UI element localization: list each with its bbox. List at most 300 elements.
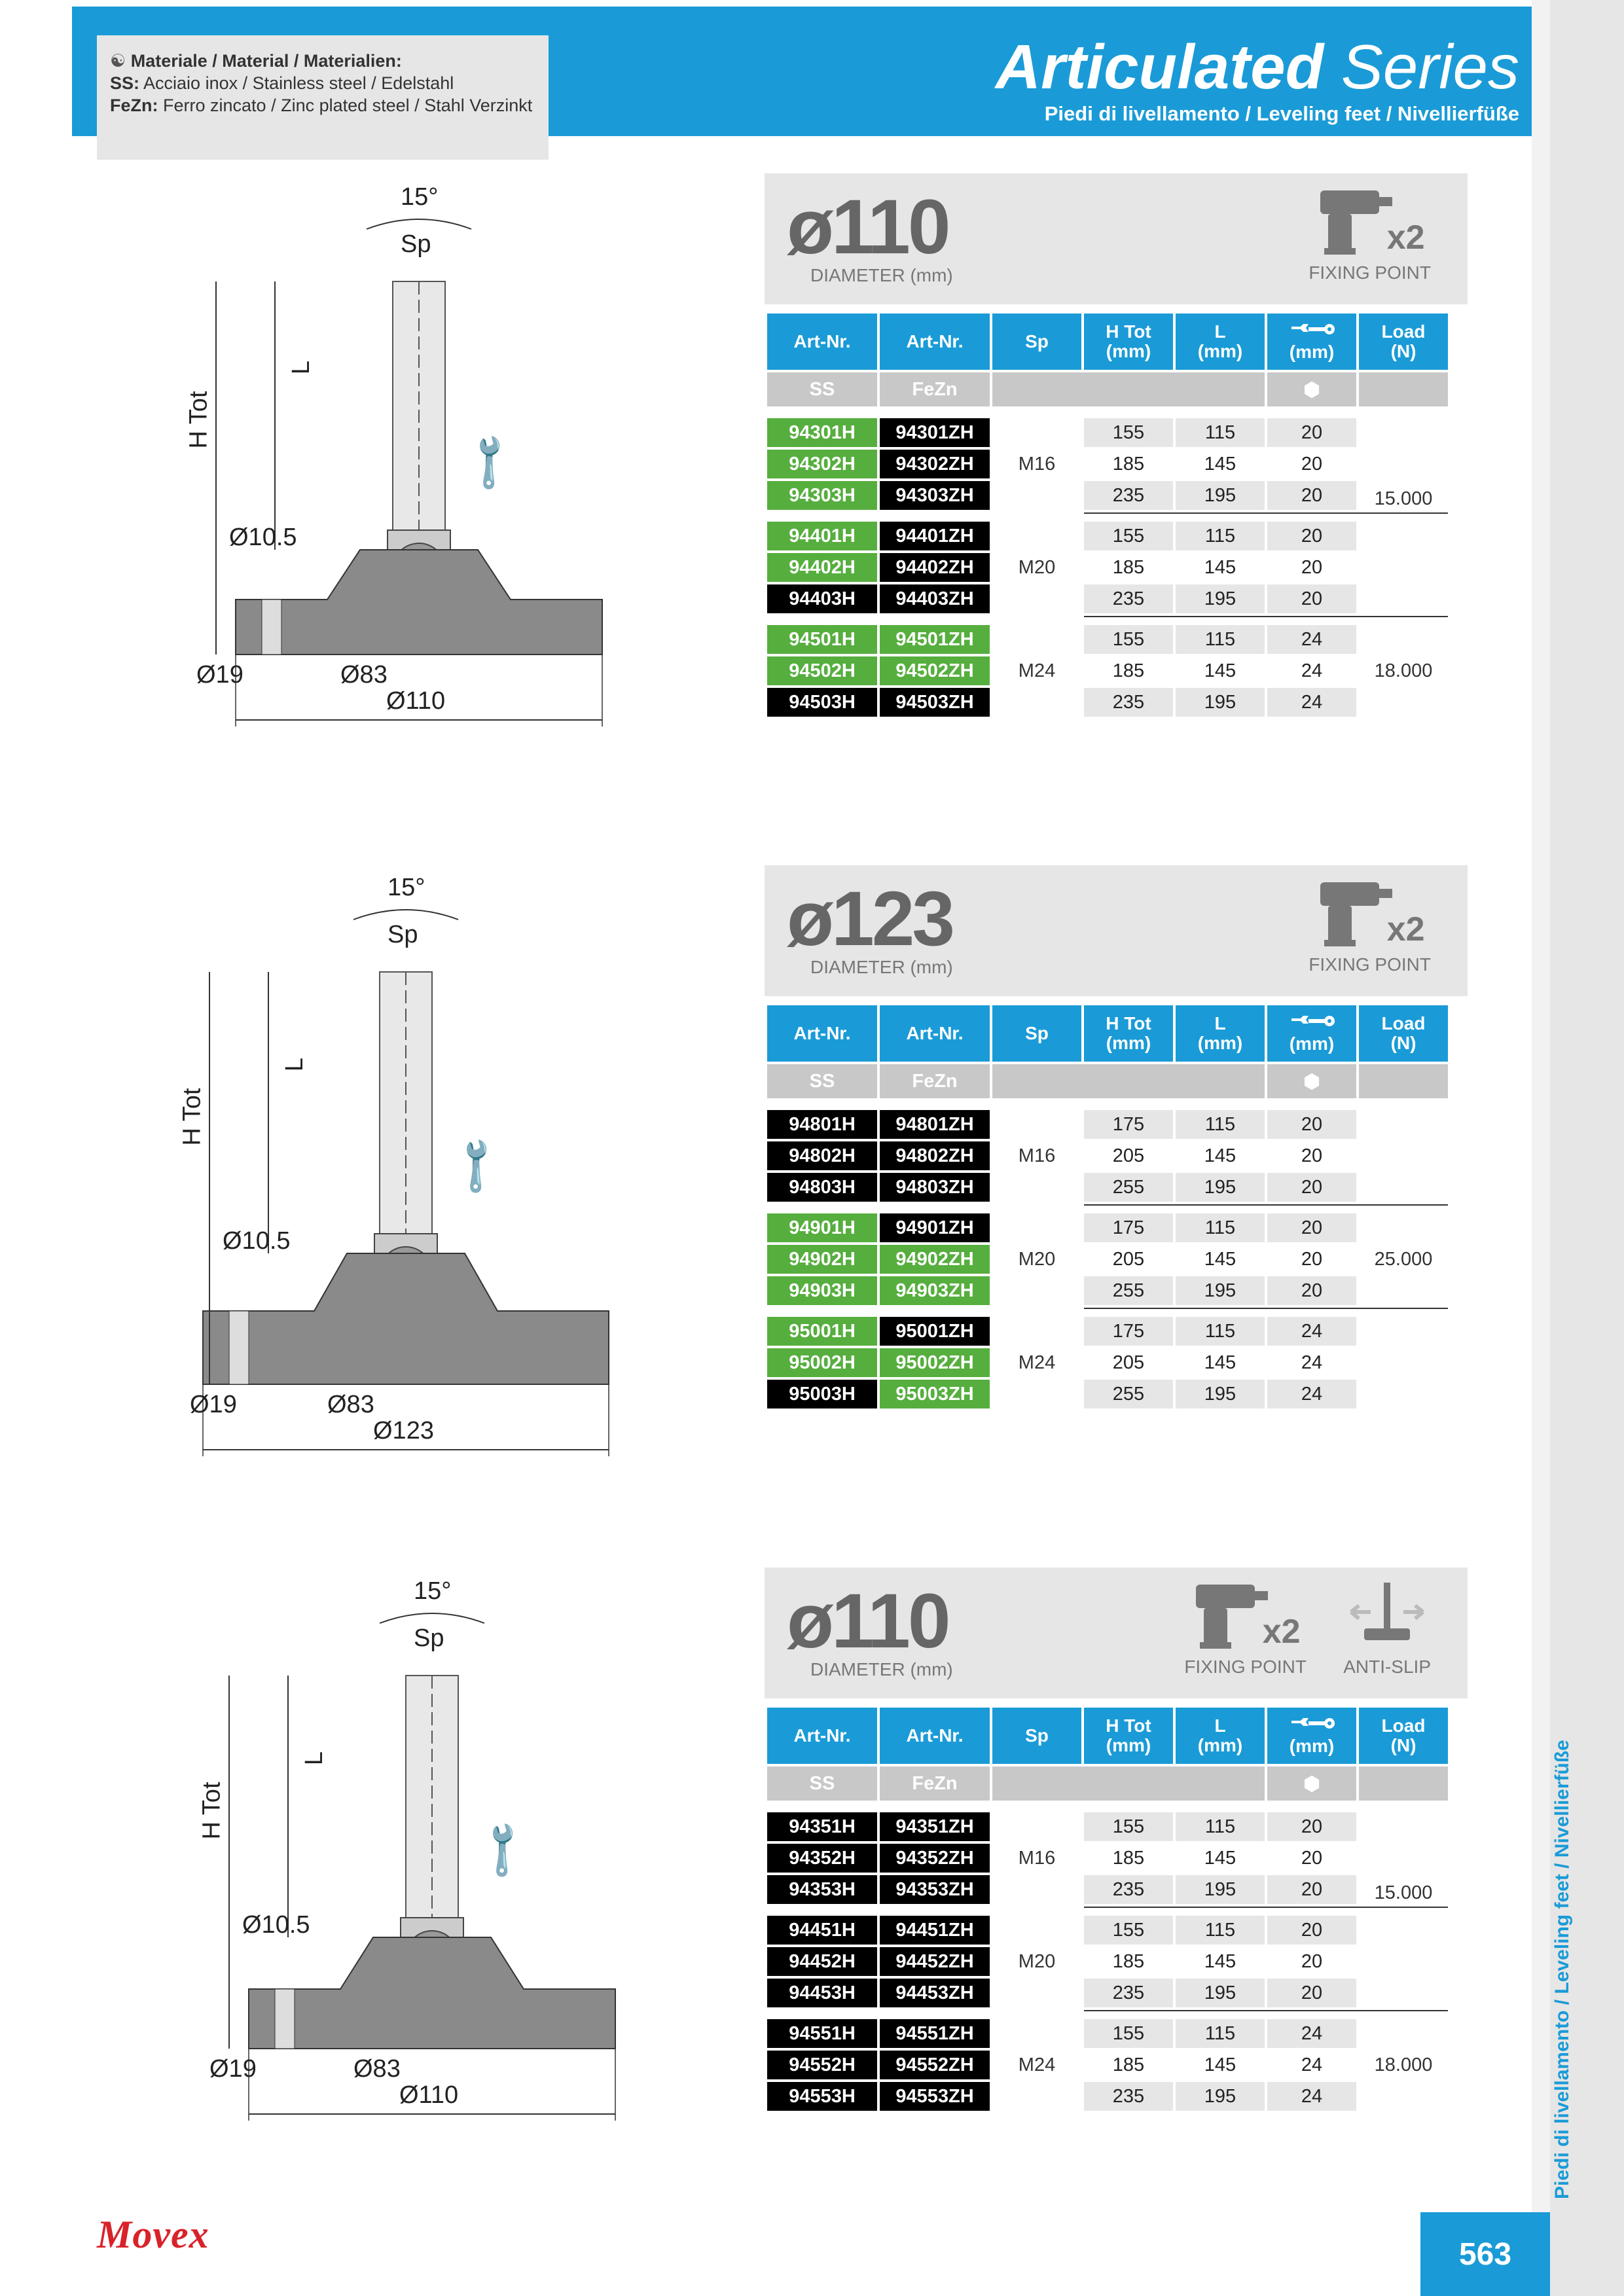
- l-value: 115: [1176, 1213, 1265, 1242]
- thread-size: M16: [1018, 1145, 1056, 1166]
- art-fezn: 94453ZH: [880, 1979, 990, 2007]
- angle-label: 15°: [401, 183, 439, 211]
- art-ss: 94503H: [767, 688, 877, 717]
- technical-drawing-1: [157, 183, 628, 772]
- art-ss: 94451H: [767, 1916, 877, 1945]
- art-ss: 94402H: [767, 553, 877, 582]
- art-fezn: 94352ZH: [880, 1844, 990, 1873]
- htot-value: 155: [1084, 2019, 1173, 2048]
- art-fezn: 95001ZH: [880, 1317, 990, 1346]
- table-row: [767, 1245, 1448, 1274]
- art-ss: 94401H: [767, 522, 877, 550]
- ss-text: Acciaio inox / Stainless steel / Edelstahl: [143, 73, 454, 93]
- table-row: [767, 1110, 1448, 1139]
- table-header-row: [767, 1005, 1448, 1062]
- table-row: [767, 2082, 1448, 2111]
- load-value: [1359, 1317, 1448, 1408]
- feature-fixing-point: [1308, 877, 1431, 975]
- group-separator: [767, 616, 1448, 622]
- table-row: [767, 553, 1448, 582]
- header-l: [1176, 1708, 1265, 1764]
- section-header: [765, 1568, 1468, 1698]
- base-diameter-label: Ø110: [399, 2081, 459, 2109]
- l-value: 145: [1176, 1245, 1265, 1274]
- l-value: 115: [1176, 418, 1265, 447]
- htot-value: 185: [1084, 2051, 1173, 2079]
- separator-gap: [767, 616, 1081, 622]
- header-wrench-unit: (mm): [1289, 342, 1335, 362]
- l-value: 145: [1176, 1141, 1265, 1170]
- l-value: 195: [1176, 1276, 1265, 1305]
- l-value: 195: [1176, 1875, 1265, 1904]
- table-row: [767, 481, 1448, 510]
- htot-label: H Tot: [178, 1088, 206, 1146]
- material-ss-line: [110, 72, 535, 94]
- art-ss: 94351H: [767, 1812, 877, 1841]
- htot-value: 155: [1084, 625, 1173, 654]
- header-art-fezn: Art-Nr.: [880, 1005, 990, 1062]
- spacer-row: [767, 409, 1448, 416]
- load-value: 25.000: [1374, 1248, 1433, 1270]
- feature-fixing-point: [1184, 1579, 1307, 1677]
- feature-label: FIXING POINT: [1184, 1657, 1307, 1677]
- htot-value: 175: [1084, 1317, 1173, 1346]
- art-fezn: 94303ZH: [880, 481, 990, 510]
- table-row: [767, 1875, 1448, 1904]
- subheader-hex: [1267, 372, 1356, 406]
- material-fezn-line: [110, 94, 535, 117]
- htot-label: H Tot: [198, 1782, 226, 1840]
- table-row: [767, 1276, 1448, 1305]
- header-l-label: L: [1214, 1013, 1226, 1033]
- counterbore-label: Ø19: [190, 1391, 237, 1418]
- art-fezn: 94353ZH: [880, 1875, 990, 1904]
- fezn-text: Ferro zincato / Zinc plated steel / Stahl Verzinkt: [163, 96, 533, 115]
- wrench-value: 24: [1267, 625, 1356, 654]
- wrench-icon: [1267, 1715, 1356, 1736]
- htot-value: 235: [1084, 2082, 1173, 2111]
- pcd-label: Ø83: [353, 2055, 401, 2083]
- wrench-value: 24: [1267, 1348, 1356, 1377]
- separator-line: [1084, 1204, 1448, 1211]
- l-value: 145: [1176, 1348, 1265, 1377]
- material-subheader-row: [767, 1064, 1448, 1098]
- diameter-label: DIAMETER (mm): [810, 265, 953, 285]
- base-diameter-label: Ø123: [373, 1417, 434, 1444]
- wrench-value: 20: [1267, 1979, 1356, 2007]
- l-value: 195: [1176, 584, 1265, 613]
- l-value: 195: [1176, 1979, 1265, 2007]
- art-fezn: 94901ZH: [880, 1213, 990, 1242]
- spec-table: [765, 1705, 1451, 2113]
- htot-value: 255: [1084, 1173, 1173, 1202]
- table-row: [767, 418, 1448, 447]
- art-ss: 95002H: [767, 1348, 877, 1377]
- hex-nut-icon: ⬢: [1303, 379, 1320, 401]
- wrench-value: 20: [1267, 1110, 1356, 1139]
- wrench-value: 20: [1267, 1276, 1356, 1305]
- l-value: 115: [1176, 1916, 1265, 1945]
- counterbore-label: Ø19: [196, 661, 244, 689]
- l-value: 145: [1176, 450, 1265, 478]
- header-load: [1359, 1708, 1448, 1764]
- header-htot-label: H Tot: [1106, 1715, 1151, 1736]
- art-fezn: 94552ZH: [880, 2051, 990, 2079]
- table-row: [767, 1812, 1448, 1841]
- subheader-load-blank: [1359, 372, 1448, 406]
- art-fezn: 94301ZH: [880, 418, 990, 447]
- art-ss: 94302H: [767, 450, 877, 478]
- htot-value: 155: [1084, 1812, 1173, 1841]
- art-ss: 94803H: [767, 1173, 877, 1202]
- load-value: [1359, 522, 1448, 613]
- art-fezn: 94401ZH: [880, 522, 990, 550]
- header-htot-label: H Tot: [1106, 321, 1151, 342]
- base-diameter-label: Ø110: [386, 687, 446, 715]
- subheader-fezn: FeZn: [880, 1064, 990, 1098]
- table-row: [767, 1947, 1448, 1976]
- l-value: 145: [1176, 1947, 1265, 1976]
- art-ss: 94301H: [767, 418, 877, 447]
- art-ss: 94552H: [767, 2051, 877, 2079]
- table-row: [767, 584, 1448, 613]
- fixing-multiplier: x2: [1386, 910, 1425, 948]
- header-wrench-unit: (mm): [1289, 1033, 1335, 1054]
- table-row: [767, 1916, 1448, 1945]
- art-fezn: 94452ZH: [880, 1947, 990, 1976]
- hole-diameter-label: Ø10.5: [242, 1911, 310, 1939]
- header-htot-unit: (mm): [1106, 1735, 1151, 1755]
- subheader-fezn: FeZn: [880, 1767, 990, 1801]
- separator-line: [1084, 616, 1448, 622]
- header-load: [1359, 314, 1448, 370]
- thread-size: M16: [1018, 1847, 1056, 1869]
- header-l-label: L: [1214, 1715, 1226, 1736]
- l-value: 115: [1176, 522, 1265, 550]
- diameter-value: ø123: [787, 876, 952, 962]
- art-fezn: 94502ZH: [880, 656, 990, 685]
- art-ss: 94453H: [767, 1979, 877, 2007]
- art-ss: 94801H: [767, 1110, 877, 1139]
- htot-value: 255: [1084, 1380, 1173, 1408]
- art-ss: 94403H: [767, 584, 877, 613]
- l-value: 115: [1176, 1812, 1265, 1841]
- wrench-value: 20: [1267, 1173, 1356, 1202]
- product-section-3: [765, 1568, 1468, 2107]
- sp-label: Sp: [401, 230, 431, 258]
- fezn-label: FeZn:: [110, 96, 158, 115]
- htot-value: 235: [1084, 584, 1173, 613]
- header-load-label: Load: [1381, 1715, 1426, 1736]
- wrench-value: 24: [1267, 656, 1356, 685]
- l-value: 195: [1176, 1380, 1265, 1408]
- art-fezn: 94801ZH: [880, 1110, 990, 1139]
- l-value: 115: [1176, 1317, 1265, 1346]
- subheader-blank: [992, 372, 1265, 406]
- hex-nut-icon: ⬢: [1303, 1773, 1320, 1795]
- htot-label: H Tot: [185, 391, 213, 449]
- art-ss: 94452H: [767, 1947, 877, 1976]
- movex-logo: Movex: [97, 2213, 209, 2256]
- spacer-cell: [767, 1101, 1448, 1107]
- wrench-icon: 🔧: [469, 1816, 535, 1882]
- header-art-ss: Art-Nr.: [767, 1005, 877, 1062]
- section-header: [765, 173, 1468, 304]
- material-subheader-row: [767, 1767, 1448, 1801]
- art-fezn: 94451ZH: [880, 1916, 990, 1945]
- htot-value: 155: [1084, 418, 1173, 447]
- table-header-row: [767, 1708, 1448, 1764]
- load-value: 18.000: [1374, 660, 1433, 681]
- wrench-value: 24: [1267, 1317, 1356, 1346]
- load-value: [1359, 1916, 1448, 2007]
- thread-size: M24: [1018, 2054, 1056, 2075]
- feature-label: FIXING POINT: [1308, 954, 1431, 975]
- header-art-ss: Art-Nr.: [767, 314, 877, 370]
- separator-line: [1084, 1308, 1448, 1314]
- separator-gap: [767, 1204, 1081, 1211]
- leveling-foot-svg: [151, 874, 622, 1463]
- wrench-value: 20: [1267, 418, 1356, 447]
- wrench-value: 20: [1267, 584, 1356, 613]
- group-separator: [767, 2010, 1448, 2017]
- header-htot: [1084, 1005, 1173, 1062]
- series-title-bold: Articulated: [995, 32, 1324, 102]
- load-value: 15.000: [1374, 488, 1433, 509]
- l-value: 195: [1176, 481, 1265, 510]
- subheader-blank: [992, 1767, 1265, 1801]
- art-ss: 94551H: [767, 2019, 877, 2048]
- load-value: 15.000: [1374, 1882, 1433, 1903]
- diameter-value: ø110: [787, 1578, 948, 1664]
- header-htot: [1084, 314, 1173, 370]
- header-htot-unit: (mm): [1106, 341, 1151, 361]
- wrench-value: 20: [1267, 450, 1356, 478]
- art-ss: 94353H: [767, 1875, 877, 1904]
- header-l: [1176, 314, 1265, 370]
- wrench-value: 24: [1267, 2082, 1356, 2111]
- art-ss: 94902H: [767, 1245, 877, 1274]
- htot-value: 255: [1084, 1276, 1173, 1305]
- art-ss: 95001H: [767, 1317, 877, 1346]
- drill-icon: [1308, 877, 1431, 949]
- header-load-unit: (N): [1390, 1735, 1416, 1755]
- wrench-icon: 🔧: [456, 429, 522, 495]
- wrench-value: 20: [1267, 1812, 1356, 1841]
- l-value: 195: [1176, 688, 1265, 717]
- header-load-unit: (N): [1390, 1033, 1416, 1053]
- l-value: 145: [1176, 2051, 1265, 2079]
- art-ss: 94802H: [767, 1141, 877, 1170]
- l-value: 145: [1176, 656, 1265, 685]
- header-l-unit: (mm): [1197, 1033, 1243, 1053]
- separator-gap: [767, 512, 1081, 519]
- group-separator: [767, 1308, 1448, 1314]
- thread-size: M24: [1018, 660, 1056, 681]
- htot-value: 185: [1084, 656, 1173, 685]
- technical-drawing-3: [170, 1577, 641, 2166]
- header-load-label: Load: [1381, 321, 1426, 342]
- htot-value: 185: [1084, 1844, 1173, 1873]
- art-fezn: 94902ZH: [880, 1245, 990, 1274]
- ss-label: SS:: [110, 73, 140, 93]
- table-row: [767, 688, 1448, 717]
- subheader-hex: [1267, 1064, 1356, 1098]
- drill-icon: [1308, 185, 1431, 257]
- header-l-unit: (mm): [1197, 341, 1243, 361]
- art-ss: 94903H: [767, 1276, 877, 1305]
- table-row: [767, 1979, 1448, 2007]
- drill-icon: [1184, 1579, 1307, 1651]
- htot-value: 205: [1084, 1245, 1173, 1274]
- htot-value: 205: [1084, 1348, 1173, 1377]
- art-fezn: 94351ZH: [880, 1812, 990, 1841]
- wrench-icon: [1267, 321, 1356, 342]
- art-fezn: 94302ZH: [880, 450, 990, 478]
- series-title-rest: Series: [1341, 32, 1519, 102]
- table-row: [767, 1213, 1448, 1242]
- header-sp: Sp: [992, 1005, 1081, 1062]
- sp-label: Sp: [388, 921, 418, 948]
- header-htot-unit: (mm): [1106, 1033, 1151, 1053]
- wrench-value: 20: [1267, 553, 1356, 582]
- htot-value: 155: [1084, 1916, 1173, 1945]
- table-row: [767, 656, 1448, 685]
- htot-value: 235: [1084, 688, 1173, 717]
- material-icon: ☯: [110, 51, 126, 71]
- load-value: 18.000: [1374, 2054, 1433, 2075]
- art-fezn: 95002ZH: [880, 1348, 990, 1377]
- wrench-value: 24: [1267, 2051, 1356, 2079]
- header-load: [1359, 1005, 1448, 1062]
- wrench-value: 24: [1267, 1380, 1356, 1408]
- l-value: 115: [1176, 625, 1265, 654]
- material-title-line: [110, 50, 535, 72]
- hole-diameter-label: Ø10.5: [223, 1227, 291, 1255]
- group-separator: [767, 512, 1448, 519]
- feature-fixing-point: [1308, 185, 1431, 283]
- subheader-ss: SS: [767, 1064, 877, 1098]
- subheader-load-blank: [1359, 1767, 1448, 1801]
- load-value: [1359, 1110, 1448, 1202]
- section-header: [765, 865, 1468, 996]
- art-ss: 94303H: [767, 481, 877, 510]
- table-row: [767, 1348, 1448, 1377]
- htot-value: 185: [1084, 450, 1173, 478]
- header-htot: [1084, 1708, 1173, 1764]
- technical-drawing-2: [151, 874, 622, 1463]
- sp-label: Sp: [414, 1624, 444, 1652]
- htot-value: 235: [1084, 481, 1173, 510]
- header-sp: Sp: [992, 1708, 1081, 1764]
- diameter-label: DIAMETER (mm): [810, 1659, 953, 1679]
- table-row: [767, 2051, 1448, 2079]
- hex-nut-icon: ⬢: [1303, 1071, 1320, 1092]
- subheader-load-blank: [1359, 1064, 1448, 1098]
- l-value: 115: [1176, 1110, 1265, 1139]
- header-l-unit: (mm): [1197, 1735, 1243, 1755]
- anti-slip-icon: [1343, 1579, 1431, 1651]
- material-legend: [97, 35, 549, 160]
- header-l: [1176, 1005, 1265, 1062]
- wrench-value: 20: [1267, 1213, 1356, 1242]
- separator-line: [1084, 512, 1448, 519]
- angle-label: 15°: [388, 874, 425, 901]
- wrench-value: 20: [1267, 1245, 1356, 1274]
- thread-size: M20: [1018, 1248, 1056, 1270]
- thread-size: M16: [1018, 453, 1056, 475]
- spec-table: [765, 1003, 1451, 1411]
- group-separator: [767, 1204, 1448, 1211]
- table-row: [767, 625, 1448, 654]
- header-load-label: Load: [1381, 1013, 1426, 1033]
- header-wrench: [1267, 1005, 1356, 1062]
- series-title: [996, 31, 1519, 103]
- art-fezn: 94803ZH: [880, 1173, 990, 1202]
- art-fezn: 94802ZH: [880, 1141, 990, 1170]
- wrench-value: 24: [1267, 2019, 1356, 2048]
- fixing-multiplier: x2: [1262, 1613, 1301, 1651]
- wrench-value: 20: [1267, 1947, 1356, 1976]
- separator-line: [1084, 1907, 1448, 1913]
- series-subtitle: Piedi di livellamento / Leveling feet / Nivellierfüße: [1044, 102, 1519, 125]
- l-value: 145: [1176, 1844, 1265, 1873]
- header-wrench: [1267, 314, 1356, 370]
- material-title: Materiale / Material / Materialien:: [130, 51, 402, 71]
- wrench-icon: [1267, 1013, 1356, 1034]
- table-row: [767, 522, 1448, 550]
- hole-diameter-label: Ø10.5: [229, 524, 297, 551]
- thread-size: M24: [1018, 1352, 1056, 1373]
- art-fezn: 94402ZH: [880, 553, 990, 582]
- subheader-blank: [992, 1064, 1265, 1098]
- spacer-row: [767, 1101, 1448, 1107]
- htot-value: 205: [1084, 1141, 1173, 1170]
- art-fezn: 94503ZH: [880, 688, 990, 717]
- separator-gap: [767, 1308, 1081, 1314]
- art-ss: 94501H: [767, 625, 877, 654]
- header-htot-label: H Tot: [1106, 1013, 1151, 1033]
- fixing-multiplier: x2: [1386, 219, 1425, 257]
- subheader-ss: SS: [767, 372, 877, 406]
- spacer-cell: [767, 409, 1448, 416]
- wrench-value: 20: [1267, 522, 1356, 550]
- htot-value: 175: [1084, 1213, 1173, 1242]
- feature-label: FIXING POINT: [1308, 262, 1431, 283]
- table-header-row: [767, 314, 1448, 370]
- group-separator: [767, 1907, 1448, 1913]
- art-fezn: 94903ZH: [880, 1276, 990, 1305]
- header-sp: Sp: [992, 314, 1081, 370]
- separator-gap: [767, 2010, 1081, 2017]
- htot-value: 235: [1084, 1875, 1173, 1904]
- page-number: 563: [1420, 2212, 1550, 2296]
- header-wrench: [1267, 1708, 1356, 1764]
- feature-label: ANTI-SLIP: [1343, 1657, 1431, 1677]
- diameter-value: ø110: [787, 184, 948, 270]
- table-row: [767, 1317, 1448, 1346]
- art-ss: 94352H: [767, 1844, 877, 1873]
- thread-size: M20: [1018, 1950, 1056, 1972]
- feature-anti-slip: [1343, 1579, 1431, 1677]
- wrench-value: 20: [1267, 1141, 1356, 1170]
- htot-value: 155: [1084, 522, 1173, 550]
- wrench-value: 20: [1267, 1916, 1356, 1945]
- l-label: L: [287, 360, 316, 375]
- subheader-hex: [1267, 1767, 1356, 1801]
- table-row: [767, 1844, 1448, 1873]
- wrench-icon: 🔧: [443, 1132, 509, 1198]
